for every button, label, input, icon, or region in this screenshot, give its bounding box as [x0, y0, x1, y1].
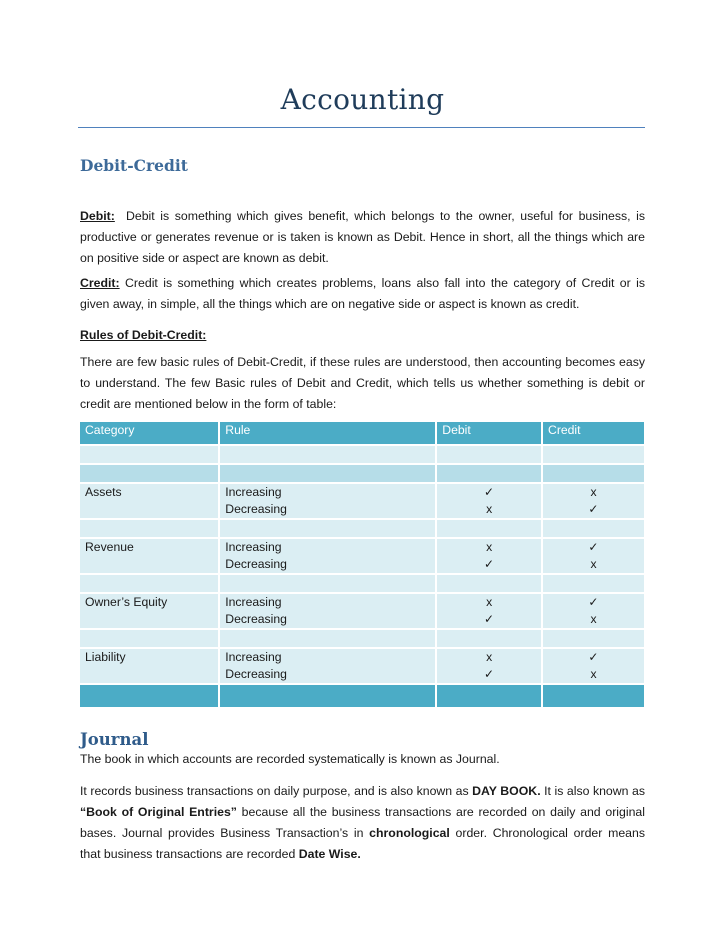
credit-paragraph [80, 273, 645, 315]
debit-mark: ✓ [484, 612, 495, 626]
table-spacer-row [80, 520, 644, 537]
rules-intro: There are few basic rules of Debit-Credit, if these rules are understood, then accounting becomes easy to understand. The few Basic rules of Debit and Credit, which tells us whether something is debit or credit are mentioned below in the form of table: [80, 355, 645, 411]
rule-increasing: Increasing [225, 650, 282, 664]
debit-mark: x [486, 650, 493, 664]
credit-text: Credit is something which creates problems, loans also fall into the category of Credit or is given away, in simple, all the things which are on negative side or aspect is known as credit. [80, 276, 645, 311]
credit-cell [543, 484, 644, 518]
journal-book-of-original-entries: “Book of Original Entries” [80, 805, 237, 819]
table-spacer-row [80, 446, 644, 463]
debit-cell [437, 649, 541, 683]
credit-mark: x [590, 557, 597, 571]
title-underline [78, 127, 645, 128]
debit-text: Debit is something which gives benefit, which belongs to the owner, useful for business, is productive or generates revenue or is taken is known as Debit. Hence in short, all the things which are on positive side or aspect are known as debit. [80, 209, 649, 265]
credit-mark: ✓ [588, 540, 599, 554]
credit-mark: x [590, 667, 597, 681]
rule-cell [220, 484, 435, 518]
debit-cell [437, 594, 541, 628]
table-row [80, 594, 644, 628]
category-cell: Revenue [80, 539, 218, 573]
table-row [80, 484, 644, 518]
header-category: Category [80, 422, 218, 444]
credit-term: Credit: [80, 276, 120, 290]
category-cell: Owner’s Equity [80, 594, 218, 628]
table-row [80, 649, 644, 683]
debit-mark: x [486, 540, 493, 554]
rule-decreasing: Decreasing [225, 557, 287, 571]
table-row [80, 539, 644, 573]
rule-increasing: Increasing [225, 540, 282, 554]
journal-description [80, 781, 645, 865]
debit-mark: x [486, 502, 493, 516]
category-cell: Liability [80, 649, 218, 683]
debit-mark: ✓ [484, 485, 495, 499]
table-spacer-row [80, 575, 644, 592]
journal-text: order. Chronological order means that business transactions are recorded [80, 826, 646, 861]
journal-chronological: chronological [369, 826, 450, 840]
credit-mark: ✓ [588, 650, 599, 664]
table-header-row [80, 422, 644, 444]
credit-mark: ✓ [588, 595, 599, 609]
rules-heading: Rules of Debit-Credit: [80, 328, 207, 342]
debit-term: Debit: [80, 209, 115, 223]
rule-cell [220, 649, 435, 683]
debit-cell [437, 539, 541, 573]
rule-increasing: Increasing [225, 595, 282, 609]
header-debit: Debit [437, 422, 541, 444]
journal-definition: The book in which accounts are recorded systematically is known as Journal. [80, 752, 500, 766]
debit-cell [437, 484, 541, 518]
table-spacer-row [80, 630, 644, 647]
journal-text: because all the business transactions are recorded on daily and original bases. Journal provides Business Transaction’s in [80, 805, 645, 840]
table-footer-row [80, 685, 644, 707]
journal-text: It is also known as [540, 784, 645, 798]
rule-cell [220, 539, 435, 573]
rule-increasing: Increasing [225, 485, 282, 499]
journal-date-wise: Date Wise. [298, 847, 361, 861]
section-heading-debit-credit: Debit-Credit [80, 156, 188, 175]
header-credit: Credit [543, 422, 644, 444]
credit-cell [543, 594, 644, 628]
debit-paragraph [80, 206, 649, 269]
header-rule: Rule [220, 422, 435, 444]
credit-cell [543, 649, 644, 683]
credit-cell [543, 539, 644, 573]
page-title: Accounting [280, 83, 445, 116]
category-cell: Assets [80, 484, 218, 518]
table-spacer-row [80, 465, 644, 482]
credit-mark: x [590, 485, 597, 499]
journal-text: It records business transactions on daily purpose, and is also known as [80, 784, 473, 798]
journal-day-book: DAY BOOK. [472, 784, 541, 798]
debit-mark: ✓ [484, 557, 495, 571]
credit-mark: x [590, 612, 597, 626]
rule-decreasing: Decreasing [225, 502, 287, 516]
credit-mark: ✓ [588, 502, 599, 516]
rule-cell [220, 594, 435, 628]
rule-decreasing: Decreasing [225, 612, 287, 626]
section-heading-journal: Journal [80, 730, 149, 749]
rule-decreasing: Decreasing [225, 667, 287, 681]
debit-mark: x [486, 595, 493, 609]
debit-mark: ✓ [484, 667, 495, 681]
debit-credit-rules-table [78, 420, 646, 709]
rules-heading-paragraph [80, 325, 645, 346]
